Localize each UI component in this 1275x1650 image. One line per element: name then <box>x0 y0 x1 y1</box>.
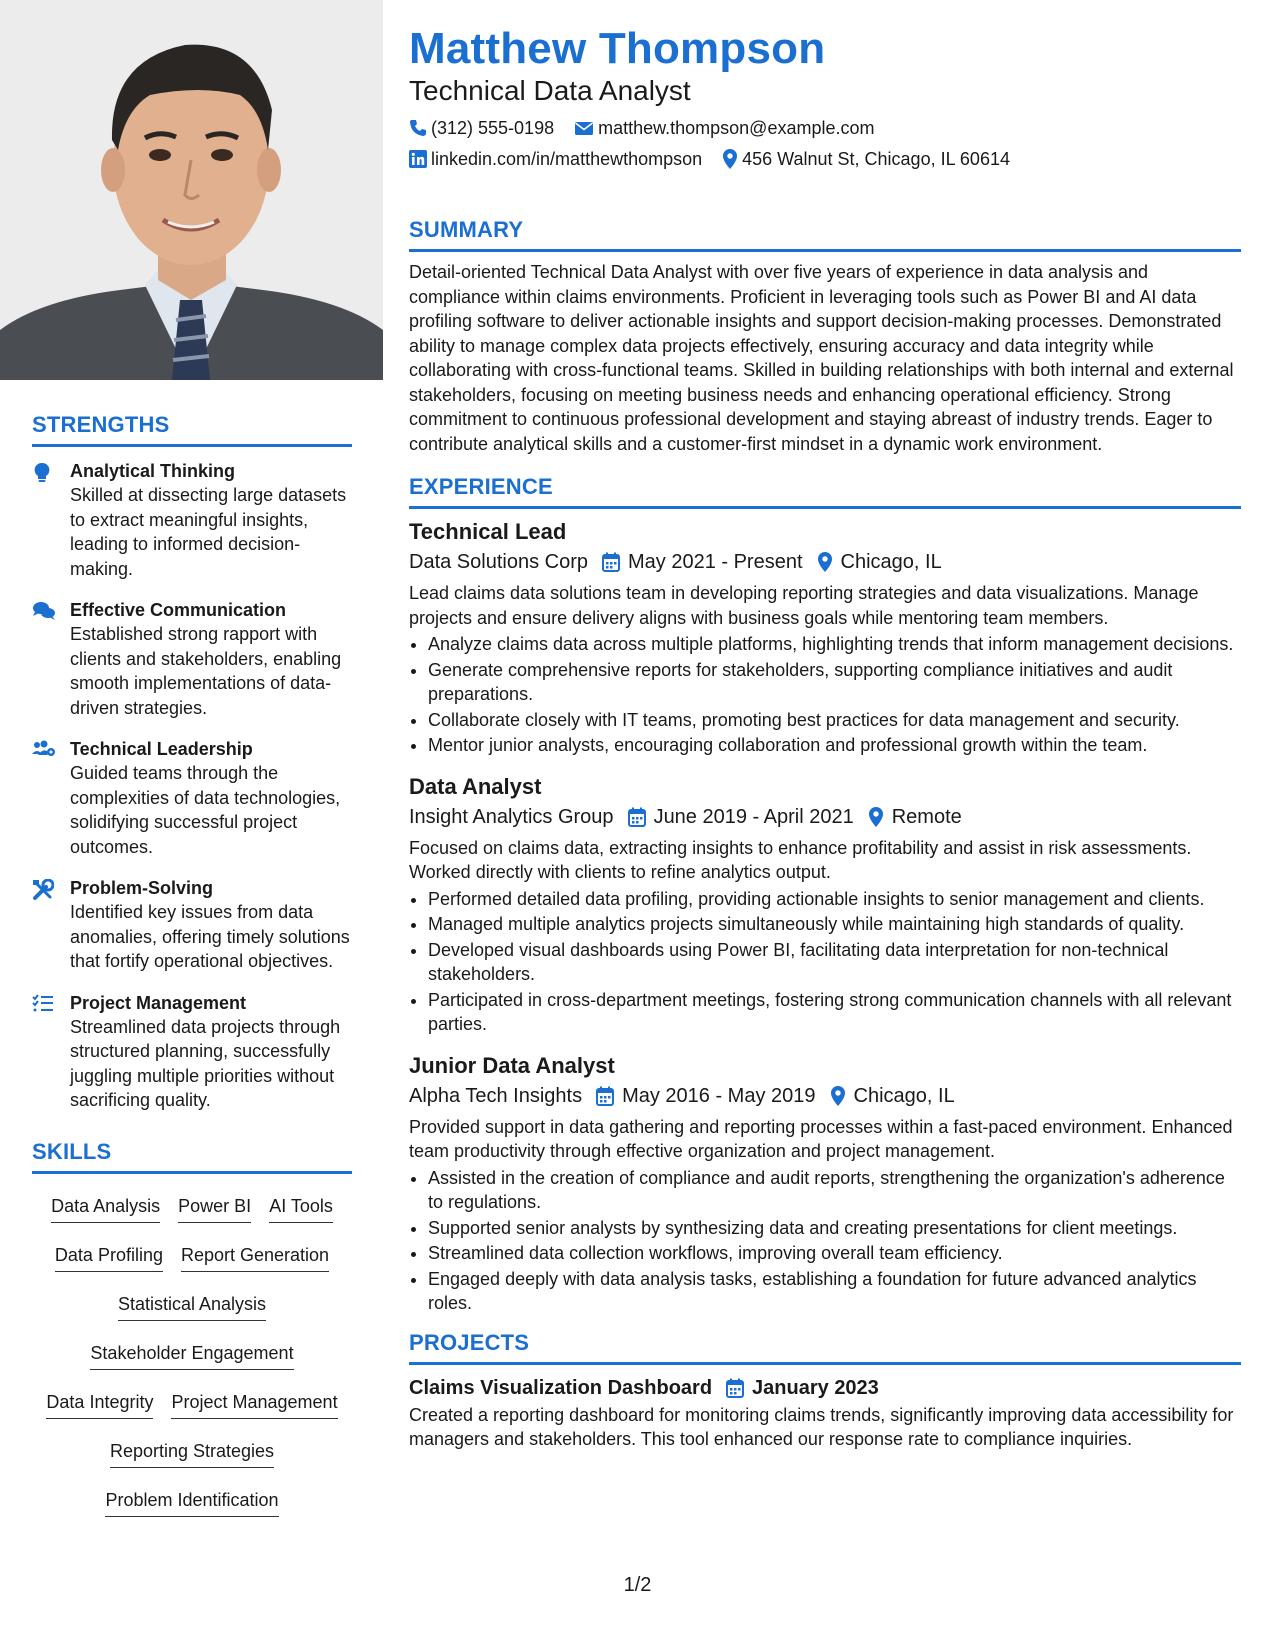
left-column <box>0 0 383 1650</box>
left-content <box>32 412 352 1529</box>
tools-icon <box>32 876 70 974</box>
skill-tag: Reporting Strategies <box>110 1431 274 1468</box>
job-meta <box>409 547 1241 577</box>
job-location <box>830 1081 955 1111</box>
bullet-item: • Analyze claims data across multiple platforms, highlighting trends that inform management decisions. <box>428 632 1241 657</box>
candidate-name: Matthew Thompson <box>409 24 826 73</box>
strength-desc: Skilled at dissecting large datasets to extract meaningful insights, leading to informed decision-making. <box>70 485 347 579</box>
phone-contact <box>409 116 554 140</box>
job-title: Junior Data Analyst <box>409 1052 615 1078</box>
job-meta <box>409 802 1241 832</box>
contact-row-2 <box>409 147 1241 171</box>
project-date: January 2023 <box>752 1376 879 1399</box>
strength-item <box>32 459 352 581</box>
project-header <box>409 1373 1241 1403</box>
projects-heading: PROJECTS <box>409 1330 1241 1365</box>
job-location-text: Chicago, IL <box>853 1084 955 1107</box>
project-description: Created a reporting dashboard for monitoring claims trends, significantly improving data accessibility for managers and stakeholders. This tool enhanced our response rate to compliance inquiries. <box>409 1404 1234 1449</box>
calendar-icon <box>726 1378 744 1398</box>
users-gear-icon <box>32 737 70 859</box>
location-pin-icon <box>868 807 884 827</box>
job-dates <box>628 802 854 832</box>
strength-title: Analytical Thinking <box>70 461 236 481</box>
linkedin-icon <box>409 150 427 168</box>
strength-item <box>32 598 352 720</box>
strength-desc: Guided teams through the complexities of data technologies, solidifying successful project outcomes. <box>70 763 341 857</box>
page-number <box>0 1574 1275 1597</box>
job-meta <box>409 1081 1241 1111</box>
calendar-icon <box>602 552 620 572</box>
job-entry <box>409 1051 1241 1316</box>
bullet-item: • Managed multiple analytics projects simultaneously while maintaining high standards of quality. <box>428 912 1241 937</box>
summary-section <box>409 217 1241 456</box>
right-column <box>409 22 1241 1452</box>
strength-item <box>32 991 352 1113</box>
strength-title: Effective Communication <box>70 600 287 620</box>
skill-tag: Data Integrity <box>46 1382 153 1419</box>
strength-desc: Identified key issues from data anomalies, offering timely solutions that fortify operational objectives. <box>70 902 350 971</box>
job-bullets <box>409 1166 1241 1316</box>
job-description: Focused on claims data, extracting insights to enhance profitability and assist in risk assessments. Worked directly with clients to refine analytics output. <box>409 837 1192 882</box>
job-location <box>817 547 942 577</box>
job-dates-text: June 2019 - April 2021 <box>653 805 854 828</box>
calendar-icon <box>628 807 646 827</box>
address-contact <box>722 147 1010 171</box>
experience-heading: EXPERIENCE <box>409 474 1241 509</box>
bullet-item: • Streamlined data collection workflows, improving overall team efficiency. <box>428 1241 1241 1266</box>
skill-tag: Problem Identification <box>105 1480 278 1517</box>
skill-tag: Report Generation <box>181 1235 329 1272</box>
page-number-text: 1/2 <box>623 1574 652 1596</box>
location-pin-icon <box>722 149 738 169</box>
strength-title: Technical Leadership <box>70 739 253 759</box>
summary-heading: SUMMARY <box>409 217 1241 252</box>
skill-tag: Statistical Analysis <box>118 1284 266 1321</box>
contact-row <box>409 116 1241 140</box>
skill-tag: AI Tools <box>269 1186 333 1223</box>
job-description: Provided support in data gathering and reporting processes within a fast-paced environment. Enhanced team productivity through effective organization and project management. <box>409 1116 1233 1161</box>
email-link[interactable]: matthew.thompson@example.com <box>598 118 875 138</box>
job-location-text: Chicago, IL <box>840 551 942 573</box>
phone-text[interactable]: (312) 555-0198 <box>431 118 555 138</box>
skill-tag: Project Management <box>171 1382 337 1419</box>
skill-tag: Data Analysis <box>51 1186 160 1223</box>
linkedin-link[interactable]: linkedin.com/in/matthewthompson <box>431 149 703 169</box>
profile-photo <box>0 0 383 380</box>
strengths-heading: STRENGTHS <box>32 412 352 447</box>
envelope-icon <box>574 120 594 136</box>
bullet-item: • Developed visual dashboards using Power BI, facilitating data interpretation for non-technical stakeholders. <box>428 938 1241 987</box>
location-pin-icon <box>817 552 833 572</box>
project-title: Claims Visualization Dashboard <box>409 1376 713 1399</box>
strength-title: Project Management <box>70 992 247 1013</box>
job-entry <box>409 517 1241 758</box>
job-dates-text: May 2016 - May 2019 <box>622 1084 816 1107</box>
bullet-item: • Mentor junior analysts, encouraging collaboration and professional growth within the team. <box>428 733 1241 758</box>
bullet-item: • Generate comprehensive reports for stakeholders, supporting compliance initiatives and audit preparations. <box>428 658 1241 707</box>
bullet-item: • Performed detailed data profiling, providing actionable insights to senior management and clients. <box>428 887 1241 912</box>
job-dates-text: May 2021 - Present <box>627 551 803 573</box>
projects-section <box>409 1330 1241 1452</box>
phone-icon <box>409 119 427 137</box>
lightbulb-icon <box>32 459 70 581</box>
job-company: Data Solutions Corp <box>409 551 588 573</box>
strength-title: Problem-Solving <box>70 878 214 898</box>
job-bullets <box>409 887 1241 1037</box>
chat-bubbles-icon <box>32 598 70 720</box>
bullet-item: • Participated in cross-department meetings, fostering strong communication channels with all relevant parties. <box>428 988 1241 1037</box>
skills-heading: SKILLS <box>32 1139 352 1174</box>
job-location-text: Remote <box>891 805 962 828</box>
bullet-item: • Engaged deeply with data analysis tasks, establishing a foundation for future advanced analytics roles. <box>428 1267 1241 1316</box>
job-company: Insight Analytics Group <box>409 805 614 828</box>
job-dates <box>602 547 803 577</box>
job-bullets <box>409 632 1241 758</box>
job-title: Data Analyst <box>409 773 542 799</box>
job-description: Lead claims data solutions team in developing reporting strategies and data visualizations. Manage projects and ensure delivery aligns with business goals while mentoring team members. <box>409 583 1199 628</box>
job-location <box>868 802 962 832</box>
strength-item <box>32 876 352 974</box>
strength-desc: Established strong rapport with clients and stakeholders, enabling smooth implementations of data-driven strategies. <box>70 624 342 718</box>
job-company: Alpha Tech Insights <box>409 1084 583 1107</box>
bullet-item: • Supported senior analysts by synthesizing data and creating presentations for client meetings. <box>428 1216 1241 1241</box>
email-contact <box>574 116 874 140</box>
task-list-icon <box>32 991 70 1113</box>
bullet-item: • Assisted in the creation of compliance and audit reports, strengthening the organization's adherence to regulations. <box>428 1166 1241 1215</box>
skill-tag: Data Profiling <box>55 1235 163 1272</box>
strength-item <box>32 737 352 859</box>
skill-tag: Power BI <box>178 1186 251 1223</box>
experience-section <box>409 474 1241 1316</box>
job-dates <box>596 1081 815 1111</box>
calendar-icon <box>596 1086 614 1106</box>
skill-tag: Stakeholder Engagement <box>90 1333 293 1370</box>
linkedin-contact <box>409 147 702 171</box>
job-entry <box>409 772 1241 1037</box>
skills-list <box>32 1186 352 1529</box>
candidate-title: Technical Data Analyst <box>409 75 691 106</box>
address-text: 456 Walnut St, Chicago, IL 60614 <box>742 149 1010 169</box>
job-title: Technical Lead <box>409 519 567 544</box>
strength-desc: Streamlined data projects through structured planning, successfully juggling multiple priorities without sacrificing quality. <box>70 1016 341 1110</box>
location-pin-icon <box>830 1086 846 1106</box>
bullet-item: • Collaborate closely with IT teams, promoting best practices for data management and security. <box>428 708 1241 733</box>
summary-text: Detail-oriented Technical Data Analyst with over five years of experience in data analysis and compliance within claims environments. Proficient in leveraging tools such as Power BI and AI data profiling software to deliver actionable insights and support decision-making processes. Demonstrated ability to manage complex data projects effectively, ensuring accuracy and data integrity while collaborating with cross-functional teams. Skilled in building relationships with both internal and external stakeholders, focusing on meeting business needs and enhancing operational efficiency. Strong commitment to continuous professional development and staying abreast of industry trends. Eager to contribute analytical skills and a customer-first mindset in a dynamic work environment. <box>409 262 1234 454</box>
